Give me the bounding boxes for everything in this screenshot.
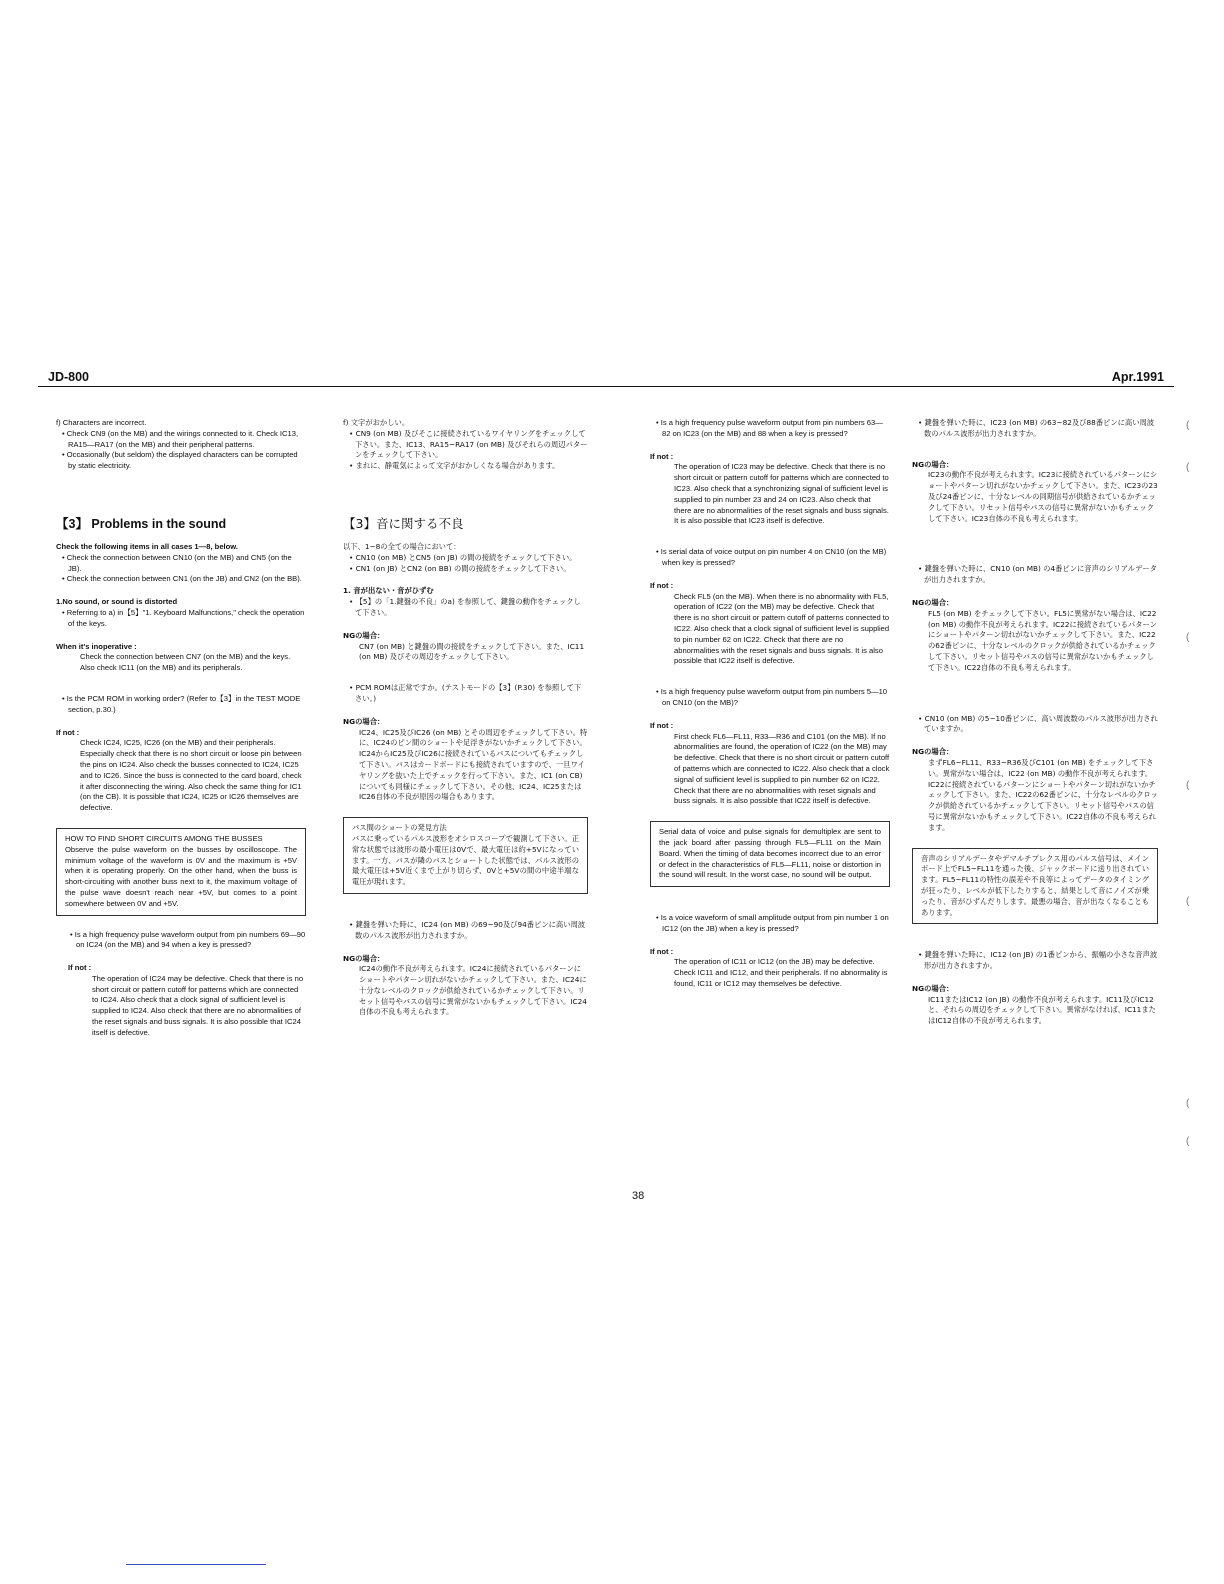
ng-text: IC24、IC25及びIC26 (on MB) とその周辺をチェックして下さい。特に、IC24のピン間のショートや足浮きがないかチェックして下さい。IC24からIC25及びIC26に接続されているバスについてもチェックして下さい。バスはカードボードにも接続されていますので、一旦ワイヤリングを抜いた上でチェックを行って下さい。また、IC1 (on CB) についても同様にチェックして下さい。その他、IC24、IC25またはIC26自体の不良が原因の場合もあります。 xyxy=(359,727,588,802)
note-box xyxy=(343,817,588,894)
question-cn10-pulse: • Is a high frequency pulse waveform output from pin numbers 5—10 on CN10 (on the MB)? xyxy=(656,687,888,707)
check-bullet: • CN10 (on MB) とCN5 (on JB) の間の接続をチェックして下さい。 xyxy=(349,552,577,562)
binding-mark: ( xyxy=(1186,462,1190,473)
ng-label: NGの場合： xyxy=(343,630,385,640)
model-name: JD-800 xyxy=(48,370,89,384)
column-english-left xyxy=(56,418,306,1039)
ng-text: FL5 (on MB) をチェックして下さい。FL5に異常がない場合は、IC22 (on MB) の動作不良が考えられます。IC22に接続されているパターンにショートやパターン切れがないかチェックして下さい。また、IC22の62番ピンに、十分なレベルのクロックが供給されているかチェックして下さい。リセット信号やバスの信号に異常がないかもチェックして下さい。IC22自体の不良も考えられます。 xyxy=(928,608,1157,672)
binding-mark: ( xyxy=(1186,1098,1190,1109)
if-not-label: If not : xyxy=(56,727,80,737)
question-ic12: • Is a voice waveform of small amplitude output from pin number 1 on IC12 (on the JB) when a key is pressed? xyxy=(656,913,889,933)
ng-label: NGの場合： xyxy=(912,747,954,757)
ng-label: NGの場合： xyxy=(912,459,954,469)
if-not-text: The operation of IC11 or IC12 (on the JB) may be defective. Check IC11 and IC12, and their peripherals. If no abnormality is found, IC11 or IC12 may themselves be defective. xyxy=(674,957,888,989)
note-box xyxy=(650,821,890,887)
column-japanese-right xyxy=(912,418,1158,1027)
item-f-title: f) 文字がおかしい。 xyxy=(343,418,410,427)
question-ic12: • 鍵盤を弾いた時に、IC12 (on JB) の1番ピンから、振幅の小さな音声波形が出力されますか。 xyxy=(918,950,1158,971)
ng-text: IC11またはIC12 (on JB) の動作不良が考えられます。IC11及びIC12と、それらの周辺をチェックして下さい。異常がなければ、IC11またはIC12自体の不良が考えられます。 xyxy=(928,994,1156,1026)
check-bullet: • CN1 (on JB) とCN2 (on BB) の間の接続をチェックして下さい。 xyxy=(349,563,571,573)
item-f-bullet: • まれに、静電気によって文字がおかしくなる場合があります。 xyxy=(349,461,560,471)
if-not-text: The operation of IC24 may be defective. Check that there is no short circuit or pattern cutoff for patterns which are connected to IC24. Also check that a clock signal of sufficient level is supplied to IC24. Also check that there are no abnormalities of the reset signals and buss signals. It is also possible that IC24 itself is defective. xyxy=(92,973,304,1037)
subsection-title: 1. 音が出ない・音がひずむ xyxy=(343,586,434,596)
check-bullet: • Check the connection between CN10 (on the MB) and CN5 (on the JB). xyxy=(62,552,292,573)
note-box xyxy=(56,828,306,916)
if-not-text: First check FL6—FL11, R33—R36 and C101 (on the MB). If no abnormalities are found, the operation of IC22 (on the MB) may be defective. Check that there is no short circuit or pattern cutoff of patterns which are connected to IC22. Also check that a clock signal of sufficient level is supplied to pin number 62 on IC22. Check that there are no abnormalities with reset signals and buss signals. It is also possible that IC22 itself is defective. xyxy=(674,731,890,806)
question-ic23: • Is a high frequency pulse waveform output from pin numbers 63—82 on IC23 (on the MB) and 88 when a key is pressed? xyxy=(656,418,883,438)
column-japanese-left xyxy=(343,418,588,1018)
note-box-text: Observe the pulse waveform on the busses by oscilloscope. The minimum voltage of the waveform is 0V and the maximum is +5V when it is operating properly. On the other hand, when the buss is short-circuiting with another buss next to it, the maximum voltage of the pulse wave doesn't reach near +5V, but comes to a point somewhere between 0V and +5V. xyxy=(65,844,297,908)
section-title: 【3】音に関する不良 xyxy=(343,515,464,531)
if-not-label: If not : xyxy=(650,580,674,590)
item-f-bullet: • Check CN9 (on the MB) and the wirings connected to it. Check IC13, RA15—RA17 (on the MB) and their peripheral patterns. xyxy=(62,428,299,449)
note-box-text: Serial data of voice and pulse signals for demultiplex are sent to the jack board after passing through FL5—FL11 on the Main Board. When the timing of data becomes incorrect due to an error or defect in the characteristics of FL5—FL11, noise or distortion in the sound will result. In the worst case, no sound will be output. xyxy=(659,827,881,880)
section-title: 【3】 Problems in the sound xyxy=(56,516,227,531)
subsection-bullet: • Referring to a) in【5】"1. Keyboard Malfunctions," check the operation of the keys. xyxy=(62,607,305,628)
header-rule xyxy=(38,386,1174,387)
note-box-text: 音声のシリアルデータやデマルチプレクス用のパルス信号は、メインボード上でFL5~FL11を通った後、ジャックボードに送り出されています。FL5~FL11の特性の誤差や不良等によってデータのタイミングが狂ったり、レベルが低下したりすると、結果として音にノイズが乗ったり、音がひずんだりします。最悪の場合、音が出なくなることもあります。 xyxy=(921,853,1149,917)
inoperative-text: Check the connection between CN7 (on the MB) and the keys. Also check IC11 (on the MB) and its peripherals. xyxy=(80,652,291,673)
ng-label: NGの場合： xyxy=(912,597,954,607)
question-cn10-pulse: • CN10 (on MB) の5~10番ピンに、高い周波数のパルス波形が出力されていますか。 xyxy=(918,713,1158,734)
subsection-bullet: • 【5】の「1.鍵盤の不良」のa) を参照して、鍵盤の動作をチェックして下さい。 xyxy=(349,597,581,617)
question-pcm-rom: • Is the PCM ROM in working order? (Refer to【3】in the TEST MODE section, p.30.) xyxy=(62,693,301,714)
if-not-text: Check IC24, IC25, IC26 (on the MB) and their peripherals. Especially check that there is no short circuit or loose pin between the pins on IC24. Also check the busses connected to IC24, IC25 and to IC26. Since the buss is connected to the card board, check it after disconnecting the wiring. Also check the same thing for IC1 (on the CB). It is possible that IC24, IC25 or IC26 themselves are defective. xyxy=(80,738,302,813)
ng-label: NGの場合： xyxy=(343,716,385,726)
note-box xyxy=(912,848,1158,925)
question-cn10-serial: • 鍵盤を弾いた時に、CN10 (on MB) の4番ピンに音声のシリアルデータが出力されますか。 xyxy=(918,564,1157,585)
binding-mark: ( xyxy=(1186,420,1190,431)
binding-mark: ( xyxy=(1186,896,1190,907)
check-all-heading: Check the following items in all cases 1—8, below. xyxy=(56,541,239,551)
subsection-title: 1.No sound, or sound is distorted xyxy=(56,597,178,607)
item-f-bullet: • Occasionally (but seldom) the displayed characters can be corrupted by static electricity. xyxy=(62,450,298,471)
column-english-right xyxy=(650,418,890,990)
binding-mark: ( xyxy=(1186,780,1190,791)
ng-text: IC23の動作不良が考えられます。IC23に接続されているパターンにショートやパターン切れがないかチェックして下さい。また、IC23の23及び24番ピンに、十分なレベルの同期信号が供給されているかチェックして下さい。リセット信号やバスの信号に異常がないかもチェックして下さい。IC23自体の不良も考えられます。 xyxy=(928,470,1158,523)
ng-label: NGの場合： xyxy=(343,953,385,963)
if-not-text: Check FL5 (on the MB). When there is no abnormality with FL5, operation of IC22 (on the MB) may be defective. Check that there is no short circuit or pattern cutoff of patterns connected to IC22. Also check that a clock signal of sufficient level is supplied to pin number 62 on IC22. Check that there are no abnormalities with the reset signals and buss signals. It is also possible that IC22 itself is defective. xyxy=(674,591,890,666)
page-header xyxy=(38,370,1174,386)
if-not-label: If not : xyxy=(68,963,92,973)
if-not-label: If not : xyxy=(650,720,674,730)
item-f-bullet: • CN9 (on MB) 及びそこに接続されているワイヤリングをチェックして下さい。また、IC13、RA15~RA17 (on MB) 及びそれらの周辺パターンをチェックして下さい。 xyxy=(349,428,588,460)
inoperative-label: When it's inoperative : xyxy=(56,641,137,651)
binding-mark: ( xyxy=(1186,1136,1190,1147)
if-not-label: If not : xyxy=(650,451,674,461)
check-bullet: • Check the connection between CN1 (on the JB) and CN2 (on the BB). xyxy=(62,574,302,584)
question-hf-ic24: • 鍵盤を弾いた時に、IC24 (on MB) の69~90及び94番ピンに高い周波数のパルス波形が出力されますか。 xyxy=(349,919,586,940)
page-number: 38 xyxy=(632,1190,645,1202)
ng-label: NGの場合： xyxy=(912,983,954,993)
question-ic23: • 鍵盤を弾いた時に、IC23 (on MB) の63~82及び88番ピンに高い周波数のパルス波形が出力されますか。 xyxy=(918,418,1155,438)
question-cn10-serial: • Is serial data of voice output on pin number 4 on CN10 (on the MB) when key is pressed? xyxy=(656,547,887,567)
question-pcm-rom: • PCM ROMは正常ですか。(テストモードの【3】(P.30) を参照して下さい。) xyxy=(349,683,582,703)
revision-date: Apr.1991 xyxy=(1111,370,1164,384)
note-box-title: HOW TO FIND SHORT CIRCUITS AMONG THE BUSSES xyxy=(65,833,263,843)
question-hf-ic24: • Is a high frequency pulse waveform output from pin numbers 69—90 on IC24 (on the MB) and 94 when a key is pressed? xyxy=(70,929,306,950)
ng-text: IC24の動作不良が考えられます。IC24に接続されているパターンにショートやパターン切れがないかチェックして下さい。また、IC24に十分なレベルのクロックが供給されているかチェックして下さい。リセット信号やバスの信号に異常がないかもチェックして下さい。IC24自体の不良も考えられます。 xyxy=(359,964,587,1017)
footer-rule xyxy=(126,1564,266,1565)
if-not-label: If not : xyxy=(650,946,674,956)
ng-text: CN7 (on MB) と鍵盤の間の接続をチェックして下さい。また、IC11 (on MB) 及びその周辺をチェックして下さい。 xyxy=(359,641,585,662)
item-f-title: f) Characters are incorrect. xyxy=(56,418,147,427)
if-not-text: The operation of IC23 may be defective. Check that there is no short circuit or pattern cutoff for patterns which are connected to IC23. Also check that a synchronizing signal of sufficient level is supplied to pin number 23 and 24 on IC23. Also check that there are no abnormalities of the reset signals and buss signals. It is also possible that IC23 itself is defective. xyxy=(674,462,889,526)
check-all-heading: 以下、1~8の全ての場合において： xyxy=(343,541,461,551)
ng-text: まずFL6~FL11、R33~R36及びC101 (on MB) をチェックして下さい。異常がない場合は、IC22 (on MB) の動作不良が考えられます。IC22に接続されているパターンにショートやパターン切れがないかチェックして下さい。また、IC22の62番ピンに、十分なレベルのクロックが供給されているかチェックして下さい。リセット信号やバスの信号に異常がないかもチェックして下さい。IC22自体の不良も考えられます。 xyxy=(928,757,1158,832)
note-box-title: バス間のショートの発見方法 xyxy=(352,823,447,833)
binding-mark: ( xyxy=(1186,632,1190,643)
note-box-text: バスに乗っているパルス波形をオシロスコープで観測して下さい。正常な状態では波形の最小電圧は0Vで、最大電圧は約+5Vになっています。一方、バスが隣のバスとショートした状態では、パルス波形の最大電圧は+5V近くまで上がり切らず、0Vと+5Vの間の中途半端な電圧が現れます。 xyxy=(352,833,579,887)
